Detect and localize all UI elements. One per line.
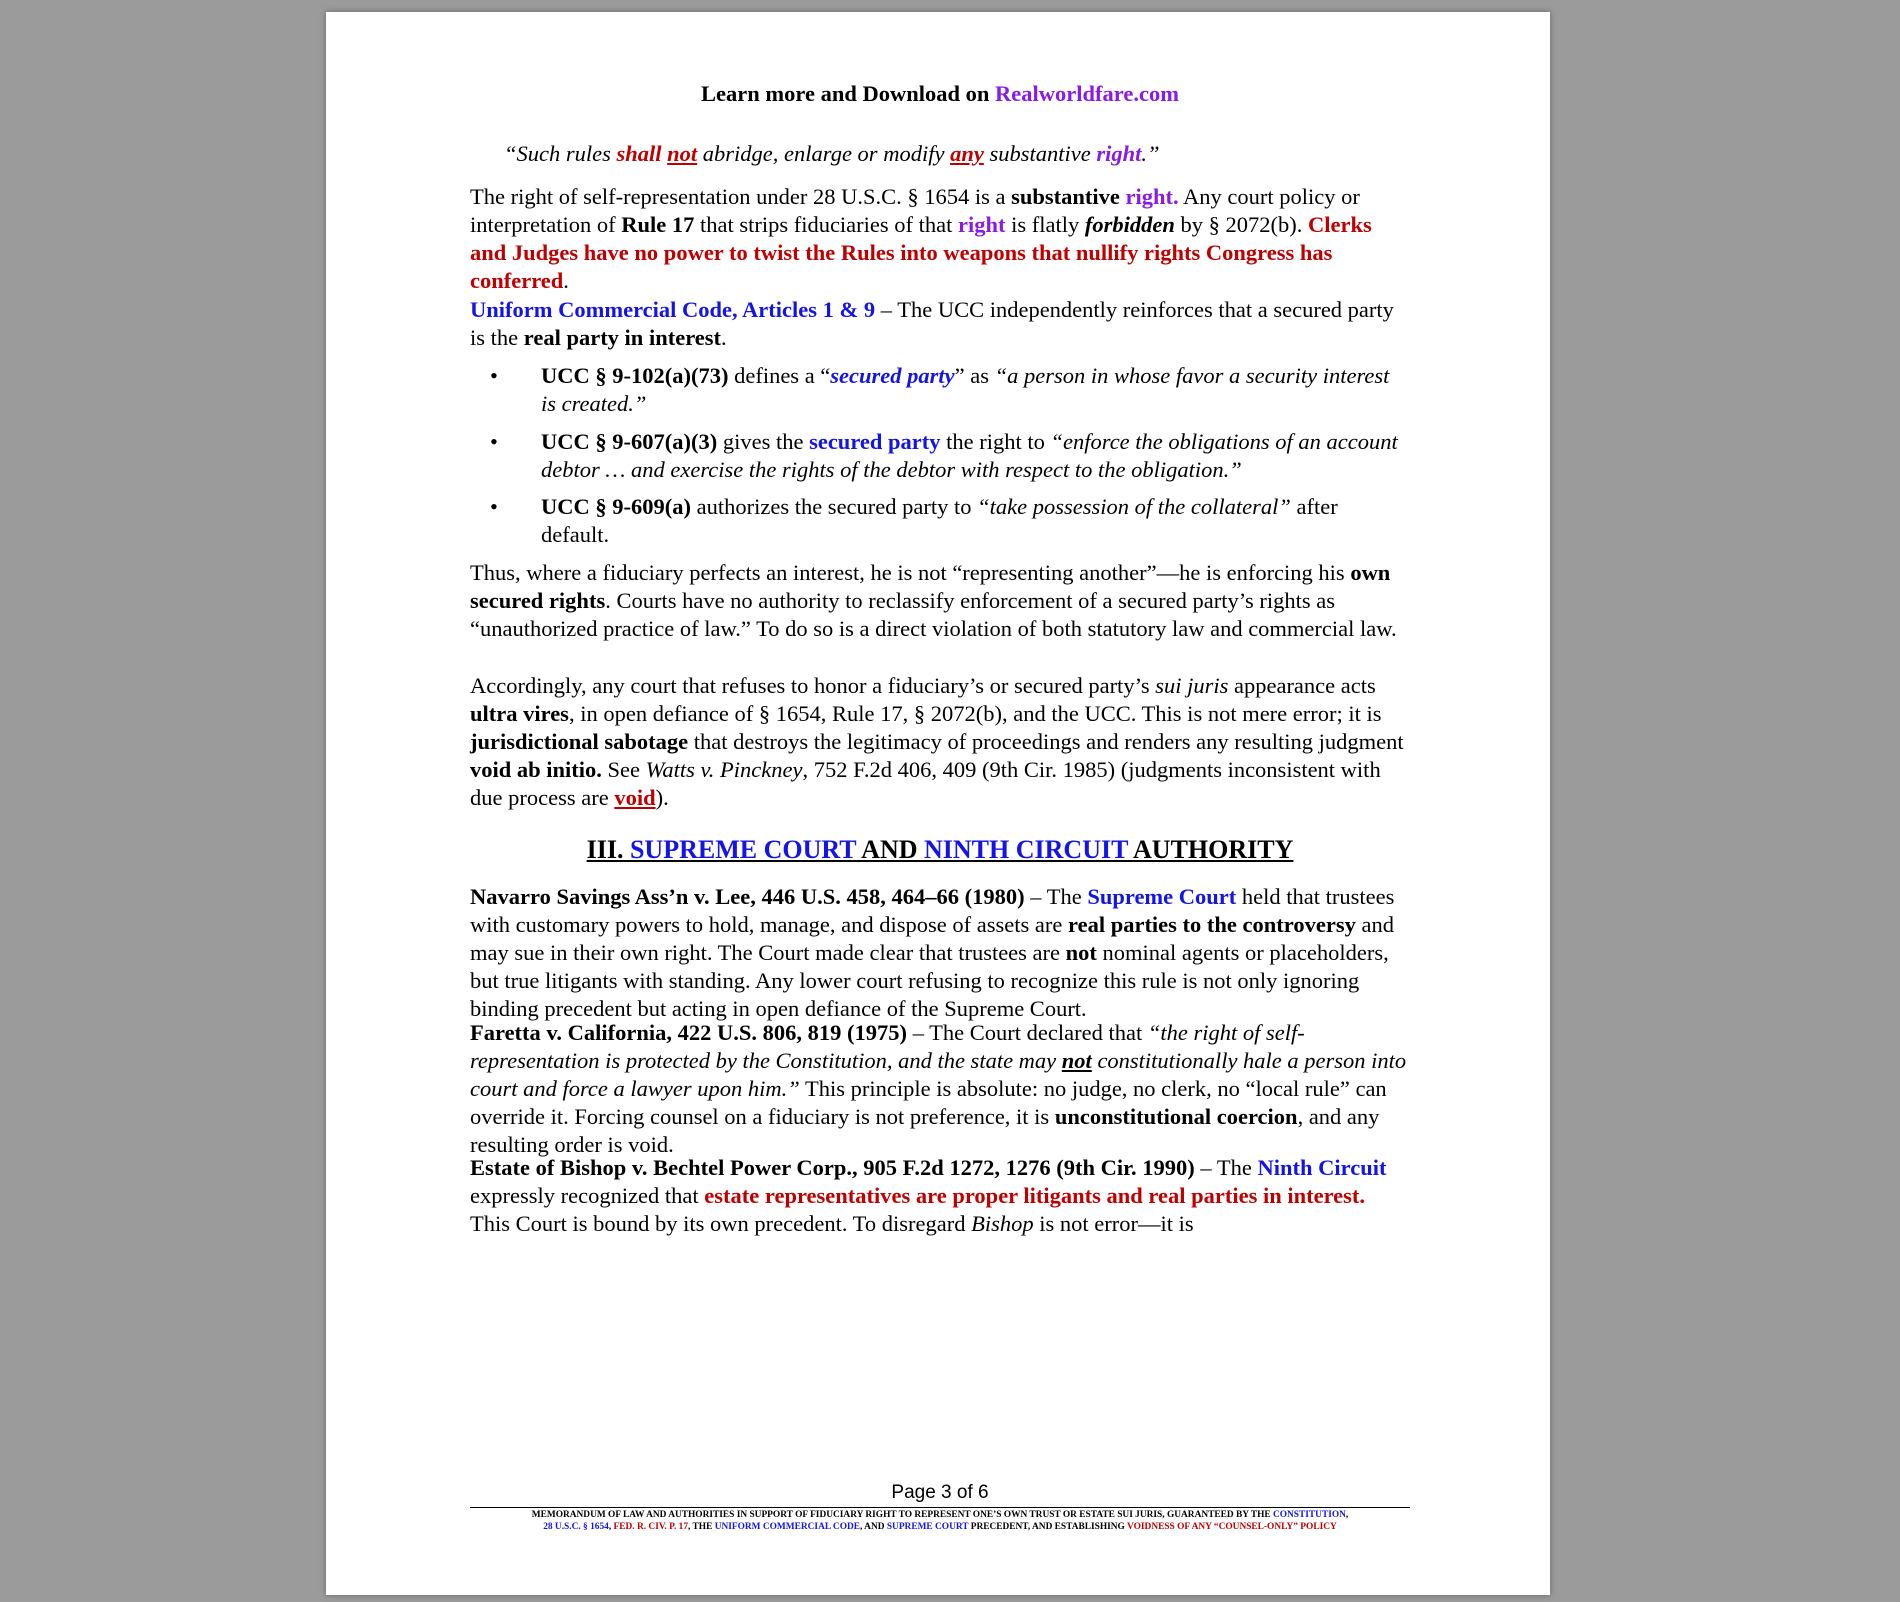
header-line <box>470 80 1410 108</box>
bullet-icon: • <box>490 494 498 519</box>
paragraph-bishop: Estate of Bishop v. Bechtel Power Corp., 905 F.2d 1272, 1276 (9th Cir. 1990) – The Ninth Circuit expressly recognized that estate representatives are proper litigants and real parties in interest. This Court is bound by its own precedent. To disregard Bishop is not error—it is <box>470 1155 1387 1236</box>
header-site-link[interactable]: Realworldfare.com <box>995 81 1179 106</box>
list-item: • UCC § 9-607(a)(3) gives the secured party the right to “enforce the obligations of an account debtor … and exercise the rights of the debtor with respect to the obligation.” <box>490 429 1398 482</box>
list-item: • UCC § 9-609(a) authorizes the secured party to “take possession of the collateral” after default. <box>490 494 1338 547</box>
list-item: • UCC § 9-102(a)(73) defines a “secured party” as “a person in whose favor a security interest is created.” <box>490 363 1390 416</box>
header-prefix: Learn more and Download on <box>701 81 996 106</box>
bullet-icon: • <box>490 363 498 388</box>
page-number: Page 3 of 6 <box>891 1482 989 1503</box>
paragraph-navarro: Navarro Savings Ass’n v. Lee, 446 U.S. 458, 464–66 (1980) – The Supreme Court held that trustees with customary powers to hold, manage, and dispose of assets are real parties to the controversy and may sue in their own right. The Court made clear that trustees are not nominal agents or placeholders, but true litigants with standing. Any lower court refusing to recognize this rule is not only ignoring binding precedent but acting in open defiance of the Supreme Court. <box>470 884 1395 1021</box>
rules-quote: “Such rules shall not abridge, enlarge or modify any substantive right.” <box>504 141 1160 166</box>
bullet-icon: • <box>490 429 498 454</box>
paragraph-ultra-vires: Accordingly, any court that refuses to honor a fiduciary’s or secured party’s sui juris appearance acts ultra vires, in open defiance of § 1654, Rule 17, § 2072(b), and the UCC. This is not mere error; it is jurisdictional sabotage that destroys the legitimacy of proceedings and renders any resulting judgment void ab initio. See Watts v. Pinckney, 752 F.2d 406, 409 (9th Cir. 1985) (judgments inconsistent with due process are void). <box>470 673 1404 810</box>
running-footer: MEMORANDUM OF LAW AND AUTHORITIES IN SUPPORT OF FIDUCIARY RIGHT TO REPRESENT ONE’S OWN TRUST OR ESTATE SUI JURIS, GUARANTEED BY THE CONSTITUTION, 28 U.S.C. § 1654, FED. R. CIV. P. 17, THE UNIFORM COMMERCIAL CODE, AND SUPREME COURT PRECEDENT, AND ESTABLISHING VOIDNESS OF ANY “COUNSEL-ONLY” POLICY <box>531 1510 1349 1532</box>
paragraph-self-representation: The right of self-representation under 28 U.S.C. § 1654 is a substantive right. Any court policy or interpretation of Rule 17 that strips fiduciaries of that right is flatly forbidden by § 2072(b). Clerks and Judges have no power to twist the Rules into weapons that nullify rights Congress has conferred. <box>470 184 1372 293</box>
document-page <box>326 12 1550 1595</box>
paragraph-secured-rights: Thus, where a fiduciary perfects an interest, he is not “representing another”—he is enforcing his own secured rights. Courts have no authority to reclassify enforcement of a secured party’s rights as “unauthorized practice of law.” To do so is a direct violation of both statutory law and commercial law. <box>470 560 1397 641</box>
section-heading: III. SUPREME COURT AND NINTH CIRCUIT AUTHORITY <box>586 835 1294 864</box>
paragraph-ucc: Uniform Commercial Code, Articles 1 & 9 – The UCC independently reinforces that a secured party is the real party in interest. <box>470 297 1394 350</box>
paragraph-faretta: Faretta v. California, 422 U.S. 806, 819 (1975) – The Court declared that “the right of self-representation is protected by the Constitution, and the state may not constitutionally hale a person into court and force a lawyer upon him.” This principle is absolute: no judge, no clerk, no “local rule” can override it. Forcing counsel on a fiduciary is not preference, it is unconstitutional coercion, and any resulting order is void. <box>470 1020 1407 1157</box>
footer-divider <box>470 1507 1410 1508</box>
